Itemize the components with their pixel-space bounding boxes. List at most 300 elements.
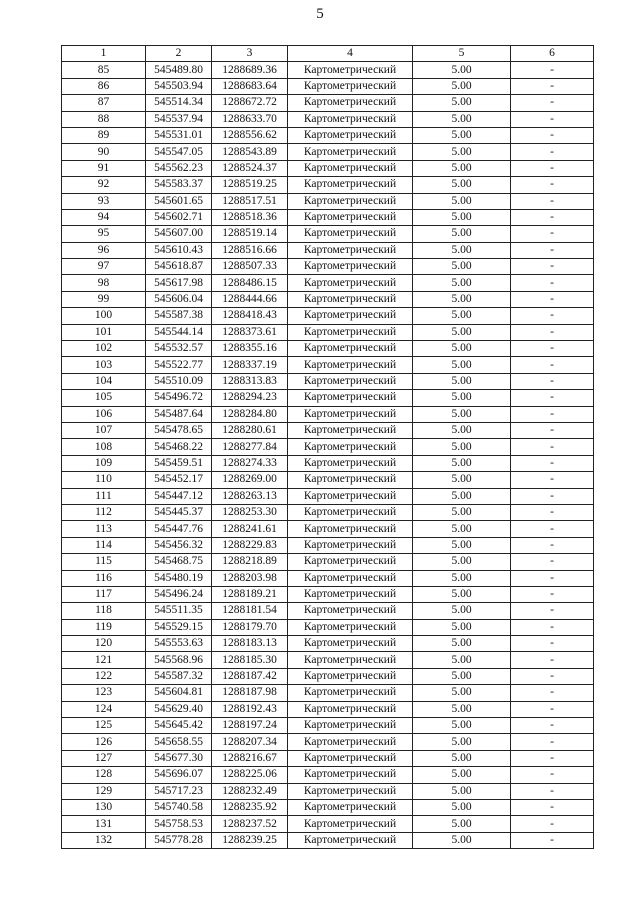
description-cell: - [511, 324, 594, 340]
y-coordinate-cell: 1288269.00 [212, 472, 288, 488]
point-number-cell: 111 [62, 488, 146, 504]
x-coordinate-cell: 545510.09 [146, 373, 212, 389]
y-coordinate-cell: 1288274.33 [212, 455, 288, 471]
x-coordinate-cell: 545447.76 [146, 521, 212, 537]
x-coordinate-cell: 545480.19 [146, 570, 212, 586]
x-coordinate-cell: 545583.37 [146, 177, 212, 193]
y-coordinate-cell: 1288486.15 [212, 275, 288, 291]
table-row [62, 570, 594, 586]
method-cell: Картометрический [288, 521, 413, 537]
x-coordinate-cell: 545602.71 [146, 209, 212, 225]
table-row [62, 111, 594, 127]
accuracy-cell: 5.00 [413, 439, 511, 455]
point-number-cell: 90 [62, 144, 146, 160]
point-number-cell: 110 [62, 472, 146, 488]
y-coordinate-cell: 1288418.43 [212, 308, 288, 324]
description-cell: - [511, 799, 594, 815]
y-coordinate-cell: 1288280.61 [212, 422, 288, 438]
point-number-cell: 121 [62, 652, 146, 668]
method-cell: Картометрический [288, 701, 413, 717]
method-cell: Картометрический [288, 750, 413, 766]
table-row [62, 422, 594, 438]
x-coordinate-cell: 545514.34 [146, 95, 212, 111]
accuracy-cell: 5.00 [413, 668, 511, 684]
method-cell: Картометрический [288, 636, 413, 652]
x-coordinate-cell: 545677.30 [146, 750, 212, 766]
table-row [62, 816, 594, 832]
description-cell: - [511, 127, 594, 143]
y-coordinate-cell: 1288337.19 [212, 357, 288, 373]
method-cell: Картометрический [288, 209, 413, 225]
description-cell: - [511, 685, 594, 701]
method-cell: Картометрический [288, 455, 413, 471]
description-cell: - [511, 78, 594, 94]
description-cell: - [511, 357, 594, 373]
table-row [62, 226, 594, 242]
y-coordinate-cell: 1288277.84 [212, 439, 288, 455]
x-coordinate-cell: 545522.77 [146, 357, 212, 373]
description-cell: - [511, 209, 594, 225]
method-cell: Картометрический [288, 554, 413, 570]
point-number-cell: 106 [62, 406, 146, 422]
point-number-cell: 86 [62, 78, 146, 94]
point-number-cell: 85 [62, 62, 146, 78]
accuracy-cell: 5.00 [413, 209, 511, 225]
point-number-cell: 124 [62, 701, 146, 717]
accuracy-cell: 5.00 [413, 144, 511, 160]
description-cell: - [511, 144, 594, 160]
y-coordinate-cell: 1288519.25 [212, 177, 288, 193]
table-row [62, 685, 594, 701]
table-row [62, 636, 594, 652]
table-row [62, 324, 594, 340]
description-cell: - [511, 160, 594, 176]
table-row [62, 160, 594, 176]
accuracy-cell: 5.00 [413, 78, 511, 94]
x-coordinate-cell: 545658.55 [146, 734, 212, 750]
accuracy-cell: 5.00 [413, 767, 511, 783]
description-cell: - [511, 95, 594, 111]
x-coordinate-cell: 545607.00 [146, 226, 212, 242]
description-cell: - [511, 734, 594, 750]
table-row [62, 308, 594, 324]
point-number-cell: 97 [62, 259, 146, 275]
y-coordinate-cell: 1288284.80 [212, 406, 288, 422]
point-number-cell: 129 [62, 783, 146, 799]
x-coordinate-cell: 545696.07 [146, 767, 212, 783]
point-number-cell: 87 [62, 95, 146, 111]
x-coordinate-cell: 545487.64 [146, 406, 212, 422]
y-coordinate-cell: 1288263.13 [212, 488, 288, 504]
x-coordinate-cell: 545478.65 [146, 422, 212, 438]
y-coordinate-cell: 1288203.98 [212, 570, 288, 586]
page-number: 5 [316, 6, 324, 22]
table-row [62, 209, 594, 225]
table-row [62, 652, 594, 668]
method-cell: Картометрический [288, 291, 413, 307]
description-cell: - [511, 111, 594, 127]
x-coordinate-cell: 545629.40 [146, 701, 212, 717]
x-coordinate-cell: 545568.96 [146, 652, 212, 668]
description-cell: - [511, 242, 594, 258]
point-number-cell: 101 [62, 324, 146, 340]
point-number-cell: 107 [62, 422, 146, 438]
y-coordinate-cell: 1288313.83 [212, 373, 288, 389]
y-coordinate-cell: 1288218.89 [212, 554, 288, 570]
y-coordinate-cell: 1288253.30 [212, 504, 288, 520]
point-number-cell: 100 [62, 308, 146, 324]
x-coordinate-cell: 545445.37 [146, 504, 212, 520]
table-row [62, 521, 594, 537]
y-coordinate-cell: 1288192.43 [212, 701, 288, 717]
accuracy-cell: 5.00 [413, 718, 511, 734]
description-cell: - [511, 259, 594, 275]
method-cell: Картометрический [288, 78, 413, 94]
y-coordinate-cell: 1288181.54 [212, 603, 288, 619]
y-coordinate-cell: 1288543.89 [212, 144, 288, 160]
description-cell: - [511, 816, 594, 832]
point-number-cell: 132 [62, 832, 146, 848]
method-cell: Картометрический [288, 504, 413, 520]
accuracy-cell: 5.00 [413, 554, 511, 570]
y-coordinate-cell: 1288179.70 [212, 619, 288, 635]
table-row [62, 62, 594, 78]
x-coordinate-cell: 545529.15 [146, 619, 212, 635]
method-cell: Картометрический [288, 668, 413, 684]
accuracy-cell: 5.00 [413, 324, 511, 340]
column-header-description: 6 [511, 46, 594, 62]
point-number-cell: 117 [62, 586, 146, 602]
table-row [62, 193, 594, 209]
x-coordinate-cell: 545740.58 [146, 799, 212, 815]
y-coordinate-cell: 1288516.66 [212, 242, 288, 258]
description-cell: - [511, 62, 594, 78]
accuracy-cell: 5.00 [413, 308, 511, 324]
x-coordinate-cell: 545562.23 [146, 160, 212, 176]
method-cell: Картометрический [288, 160, 413, 176]
y-coordinate-cell: 1288235.92 [212, 799, 288, 815]
y-coordinate-cell: 1288518.36 [212, 209, 288, 225]
description-cell: - [511, 291, 594, 307]
table-row [62, 488, 594, 504]
accuracy-cell: 5.00 [413, 127, 511, 143]
table-row [62, 832, 594, 848]
point-number-cell: 130 [62, 799, 146, 815]
table-row [62, 390, 594, 406]
y-coordinate-cell: 1288187.42 [212, 668, 288, 684]
description-cell: - [511, 439, 594, 455]
description-cell: - [511, 455, 594, 471]
x-coordinate-cell: 545618.87 [146, 259, 212, 275]
point-number-cell: 93 [62, 193, 146, 209]
table-row [62, 373, 594, 389]
table-row [62, 95, 594, 111]
table-row [62, 439, 594, 455]
point-number-cell: 94 [62, 209, 146, 225]
method-cell: Картометрический [288, 570, 413, 586]
table-row [62, 734, 594, 750]
header-row [62, 46, 594, 62]
accuracy-cell: 5.00 [413, 341, 511, 357]
table-row [62, 275, 594, 291]
x-coordinate-cell: 545610.43 [146, 242, 212, 258]
table-row [62, 586, 594, 602]
method-cell: Картометрический [288, 783, 413, 799]
point-number-cell: 98 [62, 275, 146, 291]
point-number-cell: 104 [62, 373, 146, 389]
accuracy-cell: 5.00 [413, 832, 511, 848]
y-coordinate-cell: 1288187.98 [212, 685, 288, 701]
method-cell: Картометрический [288, 488, 413, 504]
accuracy-cell: 5.00 [413, 685, 511, 701]
method-cell: Картометрический [288, 127, 413, 143]
column-header-accuracy: 5 [413, 46, 511, 62]
description-cell: - [511, 718, 594, 734]
description-cell: - [511, 275, 594, 291]
point-number-cell: 131 [62, 816, 146, 832]
description-cell: - [511, 603, 594, 619]
x-coordinate-cell: 545553.63 [146, 636, 212, 652]
x-coordinate-cell: 545604.81 [146, 685, 212, 701]
x-coordinate-cell: 545587.38 [146, 308, 212, 324]
description-cell: - [511, 226, 594, 242]
accuracy-cell: 5.00 [413, 619, 511, 635]
accuracy-cell: 5.00 [413, 734, 511, 750]
point-number-cell: 103 [62, 357, 146, 373]
table-row [62, 357, 594, 373]
x-coordinate-cell: 545537.94 [146, 111, 212, 127]
accuracy-cell: 5.00 [413, 422, 511, 438]
y-coordinate-cell: 1288237.52 [212, 816, 288, 832]
point-number-cell: 127 [62, 750, 146, 766]
description-cell: - [511, 373, 594, 389]
accuracy-cell: 5.00 [413, 701, 511, 717]
table-row [62, 701, 594, 717]
description-cell: - [511, 406, 594, 422]
description-cell: - [511, 783, 594, 799]
y-coordinate-cell: 1288294.23 [212, 390, 288, 406]
y-coordinate-cell: 1288239.25 [212, 832, 288, 848]
point-number-cell: 114 [62, 537, 146, 553]
table-row [62, 718, 594, 734]
point-number-cell: 105 [62, 390, 146, 406]
description-cell: - [511, 422, 594, 438]
method-cell: Картометрический [288, 406, 413, 422]
accuracy-cell: 5.00 [413, 160, 511, 176]
description-cell: - [511, 636, 594, 652]
y-coordinate-cell: 1288185.30 [212, 652, 288, 668]
y-coordinate-cell: 1288197.24 [212, 718, 288, 734]
description-cell: - [511, 554, 594, 570]
x-coordinate-cell: 545447.12 [146, 488, 212, 504]
method-cell: Картометрический [288, 767, 413, 783]
y-coordinate-cell: 1288507.33 [212, 259, 288, 275]
description-cell: - [511, 504, 594, 520]
point-number-cell: 95 [62, 226, 146, 242]
point-number-cell: 99 [62, 291, 146, 307]
table-row [62, 668, 594, 684]
y-coordinate-cell: 1288355.16 [212, 341, 288, 357]
description-cell: - [511, 668, 594, 684]
x-coordinate-cell: 545489.80 [146, 62, 212, 78]
accuracy-cell: 5.00 [413, 537, 511, 553]
x-coordinate-cell: 545544.14 [146, 324, 212, 340]
y-coordinate-cell: 1288519.14 [212, 226, 288, 242]
x-coordinate-cell: 545778.28 [146, 832, 212, 848]
x-coordinate-cell: 545601.65 [146, 193, 212, 209]
accuracy-cell: 5.00 [413, 406, 511, 422]
x-coordinate-cell: 545456.32 [146, 537, 212, 553]
description-cell: - [511, 472, 594, 488]
accuracy-cell: 5.00 [413, 750, 511, 766]
table-row [62, 619, 594, 635]
method-cell: Картометрический [288, 586, 413, 602]
table-row [62, 504, 594, 520]
description-cell: - [511, 767, 594, 783]
accuracy-cell: 5.00 [413, 111, 511, 127]
method-cell: Картометрический [288, 357, 413, 373]
point-number-cell: 92 [62, 177, 146, 193]
table-row [62, 767, 594, 783]
method-cell: Картометрический [288, 324, 413, 340]
method-cell: Картометрический [288, 422, 413, 438]
x-coordinate-cell: 545606.04 [146, 291, 212, 307]
point-number-cell: 113 [62, 521, 146, 537]
y-coordinate-cell: 1288556.62 [212, 127, 288, 143]
y-coordinate-cell: 1288373.61 [212, 324, 288, 340]
point-number-cell: 128 [62, 767, 146, 783]
description-cell: - [511, 177, 594, 193]
x-coordinate-cell: 545452.17 [146, 472, 212, 488]
method-cell: Картометрический [288, 144, 413, 160]
accuracy-cell: 5.00 [413, 521, 511, 537]
method-cell: Картометрический [288, 193, 413, 209]
y-coordinate-cell: 1288633.70 [212, 111, 288, 127]
accuracy-cell: 5.00 [413, 95, 511, 111]
method-cell: Картометрический [288, 111, 413, 127]
accuracy-cell: 5.00 [413, 242, 511, 258]
y-coordinate-cell: 1288672.72 [212, 95, 288, 111]
method-cell: Картометрический [288, 341, 413, 357]
method-cell: Картометрический [288, 439, 413, 455]
point-number-cell: 115 [62, 554, 146, 570]
description-cell: - [511, 537, 594, 553]
accuracy-cell: 5.00 [413, 455, 511, 471]
point-number-cell: 91 [62, 160, 146, 176]
description-cell: - [511, 586, 594, 602]
x-coordinate-cell: 545468.75 [146, 554, 212, 570]
point-number-cell: 102 [62, 341, 146, 357]
description-cell: - [511, 570, 594, 586]
x-coordinate-cell: 545496.24 [146, 586, 212, 602]
y-coordinate-cell: 1288229.83 [212, 537, 288, 553]
coordinates-table [61, 45, 594, 849]
method-cell: Картометрический [288, 832, 413, 848]
y-coordinate-cell: 1288241.61 [212, 521, 288, 537]
y-coordinate-cell: 1288183.13 [212, 636, 288, 652]
method-cell: Картометрический [288, 259, 413, 275]
description-cell: - [511, 619, 594, 635]
y-coordinate-cell: 1288216.67 [212, 750, 288, 766]
table-row [62, 537, 594, 553]
y-coordinate-cell: 1288517.51 [212, 193, 288, 209]
point-number-cell: 116 [62, 570, 146, 586]
accuracy-cell: 5.00 [413, 357, 511, 373]
table-row [62, 177, 594, 193]
accuracy-cell: 5.00 [413, 570, 511, 586]
accuracy-cell: 5.00 [413, 603, 511, 619]
point-number-cell: 126 [62, 734, 146, 750]
x-coordinate-cell: 545532.57 [146, 341, 212, 357]
table-row [62, 259, 594, 275]
x-coordinate-cell: 545496.72 [146, 390, 212, 406]
table-row [62, 406, 594, 422]
point-number-cell: 118 [62, 603, 146, 619]
method-cell: Картометрический [288, 537, 413, 553]
accuracy-cell: 5.00 [413, 783, 511, 799]
method-cell: Картометрический [288, 275, 413, 291]
point-number-cell: 125 [62, 718, 146, 734]
table-row [62, 144, 594, 160]
description-cell: - [511, 488, 594, 504]
description-cell: - [511, 308, 594, 324]
method-cell: Картометрический [288, 816, 413, 832]
description-cell: - [511, 652, 594, 668]
point-number-cell: 88 [62, 111, 146, 127]
description-cell: - [511, 701, 594, 717]
column-header-method: 4 [288, 46, 413, 62]
accuracy-cell: 5.00 [413, 390, 511, 406]
accuracy-cell: 5.00 [413, 259, 511, 275]
accuracy-cell: 5.00 [413, 652, 511, 668]
table-row [62, 783, 594, 799]
point-number-cell: 119 [62, 619, 146, 635]
method-cell: Картометрический [288, 718, 413, 734]
description-cell: - [511, 193, 594, 209]
x-coordinate-cell: 545587.32 [146, 668, 212, 684]
method-cell: Картометрический [288, 308, 413, 324]
method-cell: Картометрический [288, 652, 413, 668]
point-number-cell: 96 [62, 242, 146, 258]
y-coordinate-cell: 1288232.49 [212, 783, 288, 799]
table-body [62, 62, 594, 849]
method-cell: Картометрический [288, 62, 413, 78]
x-coordinate-cell: 545758.53 [146, 816, 212, 832]
description-cell: - [511, 390, 594, 406]
method-cell: Картометрический [288, 390, 413, 406]
method-cell: Картометрический [288, 734, 413, 750]
point-number-cell: 123 [62, 685, 146, 701]
column-header-point-number: 1 [62, 46, 146, 62]
method-cell: Картометрический [288, 799, 413, 815]
method-cell: Картометрический [288, 619, 413, 635]
point-number-cell: 122 [62, 668, 146, 684]
table-row [62, 603, 594, 619]
x-coordinate-cell: 545617.98 [146, 275, 212, 291]
accuracy-cell: 5.00 [413, 275, 511, 291]
accuracy-cell: 5.00 [413, 193, 511, 209]
accuracy-cell: 5.00 [413, 177, 511, 193]
accuracy-cell: 5.00 [413, 636, 511, 652]
description-cell: - [511, 750, 594, 766]
accuracy-cell: 5.00 [413, 799, 511, 815]
description-cell: - [511, 832, 594, 848]
y-coordinate-cell: 1288225.06 [212, 767, 288, 783]
accuracy-cell: 5.00 [413, 586, 511, 602]
description-cell: - [511, 341, 594, 357]
point-number-cell: 120 [62, 636, 146, 652]
column-header-y: 3 [212, 46, 288, 62]
